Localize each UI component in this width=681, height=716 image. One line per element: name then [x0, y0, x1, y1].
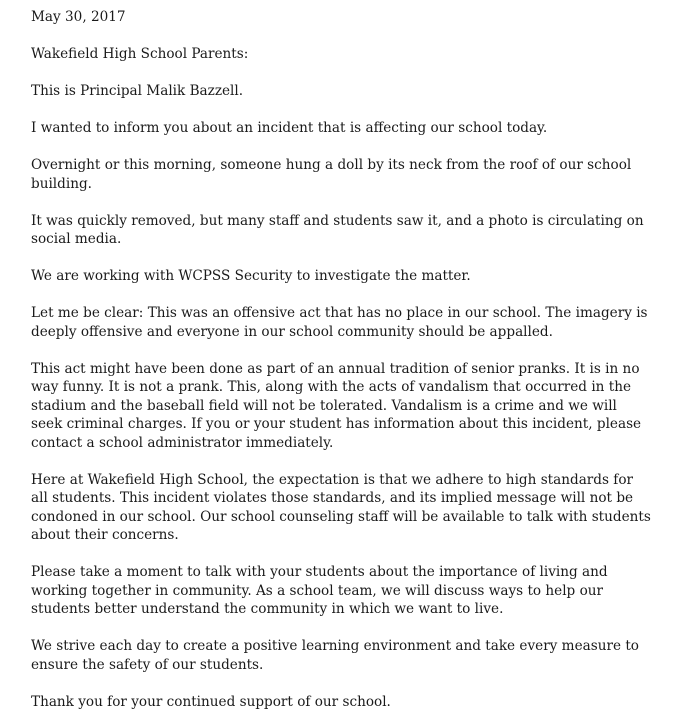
paragraph-investigation: We are working with WCPSS Security to investigate the matter. [31, 268, 471, 284]
letter-greeting: Wakefield High School Parents: [31, 46, 249, 62]
paragraph-incident: Overnight or this morning, someone hung a doll by its neck from the roof of our school building. [31, 157, 632, 192]
letter-date: May 30, 2017 [31, 9, 126, 25]
letter-body [31, 8, 651, 711]
paragraph-removal: It was quickly removed, but many staff and students saw it, and a photo is circulating on social media. [31, 212, 644, 247]
paragraph-community: Please take a moment to talk with your students about the importance of living and working together in community. As a school team, we will discuss ways to help our students better understand the community in which we want to live. [31, 564, 608, 617]
paragraph-thanks: Thank you for your continued support of our school. [31, 693, 391, 710]
paragraph-statement: Let me be clear: This was an offensive act that has no place in our school. The imagery is deeply offensive and everyone in our school community should be appalled. [31, 305, 648, 340]
paragraph-standards: Here at Wakefield High School, the expectation is that we adhere to high standards for all students. This incident violates those standards, and its implied message will not be condoned in our school. Our school counseling staff will be available to talk with students about their concerns. [31, 471, 651, 543]
paragraph-purpose: I wanted to inform you about an incident that is affecting our school today. [31, 120, 548, 136]
paragraph-introduction: This is Principal Malik Bazzell. [31, 83, 244, 99]
paragraph-safety: We strive each day to create a positive learning environment and take every measure to ensure the safety of our students. [31, 638, 639, 673]
paragraph-pranks: This act might have been done as part of an annual tradition of senior pranks. It is in no way funny. It is not a prank. This, along with the acts of vandalism that occurred in the stadium and the baseball field will not be tolerated. Vandalism is a crime and we will seek criminal charges. If you or your student has information about this incident, please contact a school administrator immediately. [31, 360, 642, 451]
